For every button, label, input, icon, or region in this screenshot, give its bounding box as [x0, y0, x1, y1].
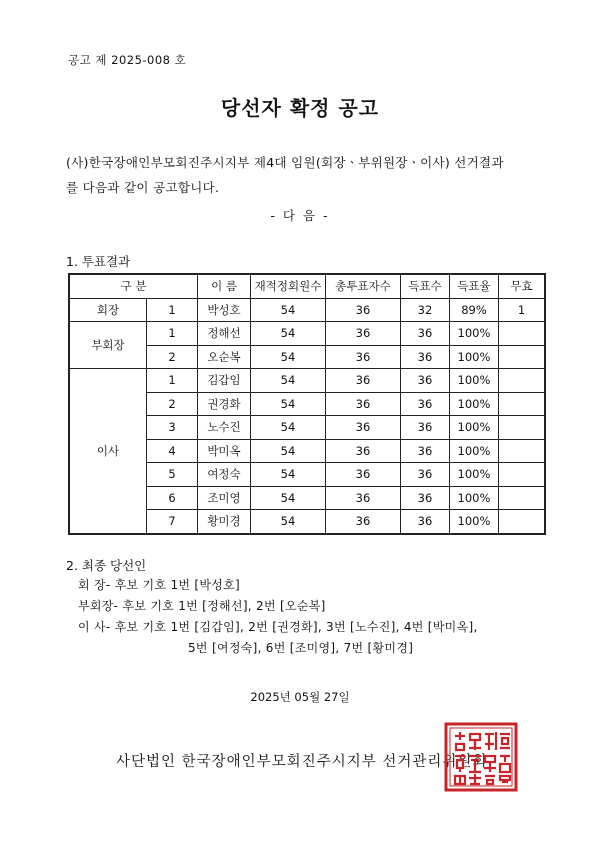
- row-name: 박성호: [198, 298, 251, 322]
- row-voters: 36: [326, 322, 401, 346]
- row-rate: 100%: [450, 439, 499, 463]
- row-voters: 36: [326, 392, 401, 416]
- row-no: 2: [147, 392, 198, 416]
- notice-date: 2025년 05월 27일: [250, 690, 350, 704]
- row-rate: 100%: [450, 322, 499, 346]
- row-no: 6: [147, 486, 198, 510]
- row-members: 54: [251, 439, 326, 463]
- winner-president: 회 장- 후보 기호 1번 [박성호]: [78, 578, 241, 592]
- group-director: 이사: [69, 369, 147, 534]
- table-row: [69, 369, 545, 393]
- group-president: 회장: [69, 298, 147, 322]
- row-invalid: [499, 345, 546, 369]
- row-name: 노수진: [198, 416, 251, 440]
- row-votes: 36: [401, 510, 450, 534]
- row-name: 오순복: [198, 345, 251, 369]
- row-name: 정해선: [198, 322, 251, 346]
- row-no: 3: [147, 416, 198, 440]
- row-members: 54: [251, 392, 326, 416]
- row-invalid: 1: [499, 298, 546, 322]
- row-rate: 100%: [450, 510, 499, 534]
- row-members: 54: [251, 298, 326, 322]
- vote-results-table: [68, 273, 546, 535]
- row-name: 황미경: [198, 510, 251, 534]
- intro-line-1: (사)한국장애인부모회진주시지부 제4대 임원(회장ㆍ부위원장ㆍ이사) 선거결과: [66, 155, 504, 170]
- row-voters: 36: [326, 486, 401, 510]
- row-voters: 36: [326, 463, 401, 487]
- row-voters: 36: [326, 510, 401, 534]
- row-invalid: [499, 463, 546, 487]
- row-rate: 89%: [450, 298, 499, 322]
- header-rate: 득표율: [450, 274, 499, 298]
- official-seal-icon: [444, 722, 518, 792]
- row-invalid: [499, 416, 546, 440]
- row-votes: 36: [401, 439, 450, 463]
- table-header-row: [69, 274, 545, 298]
- row-votes: 36: [401, 486, 450, 510]
- row-votes: 36: [401, 369, 450, 393]
- row-no: 1: [147, 298, 198, 322]
- row-invalid: [499, 439, 546, 463]
- row-members: 54: [251, 369, 326, 393]
- row-invalid: [499, 322, 546, 346]
- row-members: 54: [251, 345, 326, 369]
- row-invalid: [499, 392, 546, 416]
- row-voters: 36: [326, 345, 401, 369]
- row-rate: 100%: [450, 392, 499, 416]
- table-row: [69, 298, 545, 322]
- row-votes: 36: [401, 463, 450, 487]
- section-1-title: 1. 투표결과: [66, 254, 131, 269]
- row-members: 54: [251, 510, 326, 534]
- row-voters: 36: [326, 416, 401, 440]
- row-no: 1: [147, 369, 198, 393]
- row-rate: 100%: [450, 486, 499, 510]
- page-title: 당선자 확정 공고: [220, 96, 380, 120]
- row-voters: 36: [326, 298, 401, 322]
- row-no: 4: [147, 439, 198, 463]
- section-2-title: 2. 최종 당선인: [66, 558, 147, 573]
- group-vice: 부회장: [69, 322, 147, 369]
- row-rate: 100%: [450, 345, 499, 369]
- row-members: 54: [251, 416, 326, 440]
- row-no: 7: [147, 510, 198, 534]
- row-rate: 100%: [450, 369, 499, 393]
- row-no: 5: [147, 463, 198, 487]
- winner-vice: 부회장- 후보 기호 1번 [정해선], 2번 [오순복]: [78, 599, 326, 613]
- row-no: 2: [147, 345, 198, 369]
- row-rate: 100%: [450, 416, 499, 440]
- header-members: 재적정회원수: [251, 274, 326, 298]
- intro-text: [66, 150, 546, 200]
- separator: - 다 음 -: [270, 208, 330, 223]
- seal-glyphs: [455, 732, 510, 784]
- row-invalid: [499, 369, 546, 393]
- header-invalid: 무효: [499, 274, 546, 298]
- header-votes: 득표수: [401, 274, 450, 298]
- row-votes: 32: [401, 298, 450, 322]
- winner-director-line-1: 이 사- 후보 기호 1번 [김갑임], 2번 [권경화], 3번 [노수진], 4번 [박미옥],: [78, 620, 478, 634]
- header-voters: 총투표자수: [326, 274, 401, 298]
- signature: 사단법인 한국장애인부모회진주시지부 선거관리위원회: [116, 754, 488, 770]
- row-votes: 36: [401, 345, 450, 369]
- header-category: 구 분: [69, 274, 198, 298]
- row-name: 김갑임: [198, 369, 251, 393]
- row-votes: 36: [401, 392, 450, 416]
- row-members: 54: [251, 486, 326, 510]
- row-name: 박미옥: [198, 439, 251, 463]
- row-votes: 36: [401, 416, 450, 440]
- table-row: [69, 322, 545, 346]
- row-no: 1: [147, 322, 198, 346]
- notice-number: 공고 제 2025-008 호: [68, 53, 187, 67]
- row-invalid: [499, 510, 546, 534]
- intro-line-2: 를 다음과 같이 공고합니다.: [66, 180, 220, 195]
- row-votes: 36: [401, 322, 450, 346]
- row-name: 조미영: [198, 486, 251, 510]
- header-name: 이 름: [198, 274, 251, 298]
- row-name: 여정숙: [198, 463, 251, 487]
- row-rate: 100%: [450, 463, 499, 487]
- row-voters: 36: [326, 439, 401, 463]
- row-name: 권경화: [198, 392, 251, 416]
- row-voters: 36: [326, 369, 401, 393]
- winner-director-line-2: 5번 [여정숙], 6번 [조미영], 7번 [황미경]: [188, 641, 414, 655]
- row-members: 54: [251, 322, 326, 346]
- row-invalid: [499, 486, 546, 510]
- row-members: 54: [251, 463, 326, 487]
